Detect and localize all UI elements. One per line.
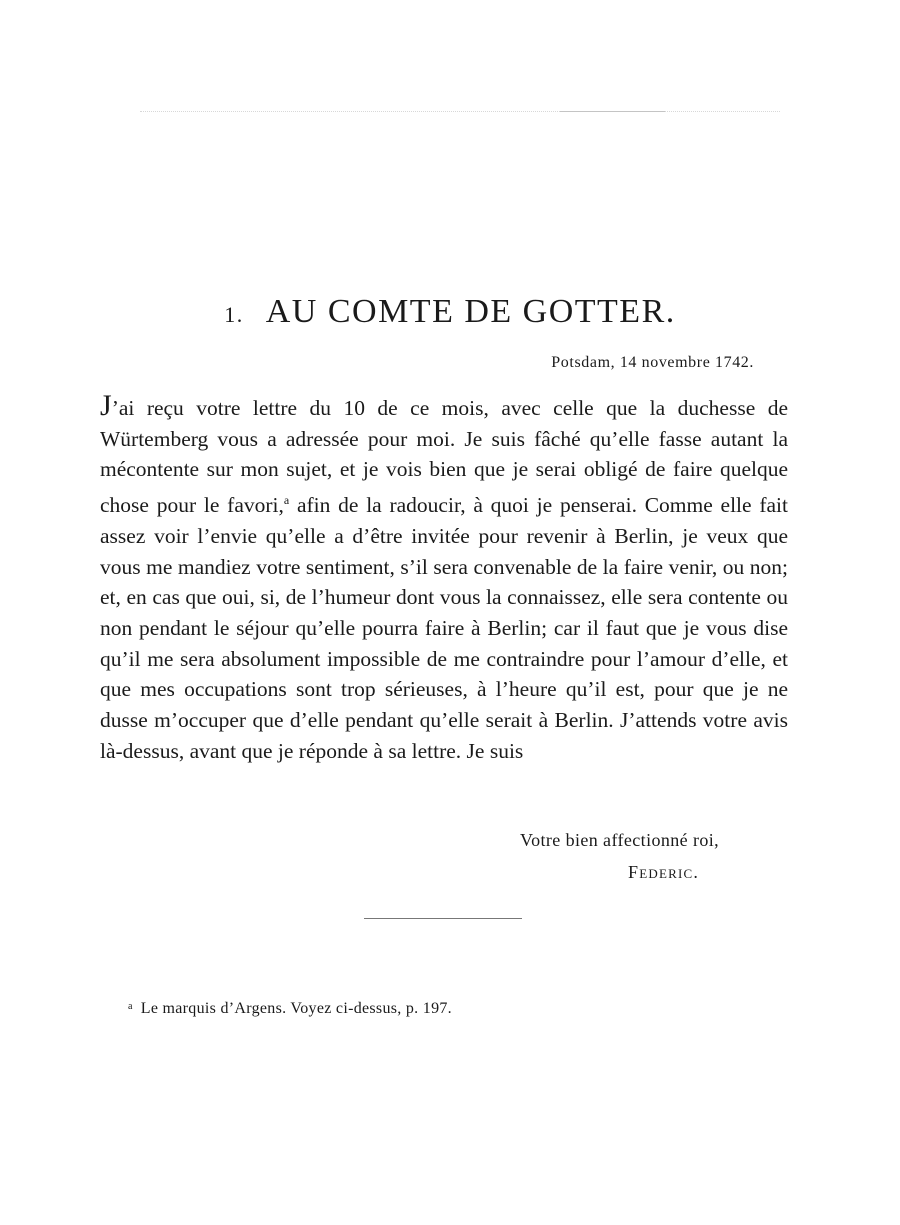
letter-body (100, 389, 788, 766)
closing-line: Votre bien affectionné roi, (520, 830, 720, 850)
letter-title: AU COMTE DE GOTTER. (265, 293, 676, 330)
top-dotted-rule (140, 111, 780, 112)
footnote-text: Le marquis d’Argens. Voyez ci-dessus, p. 197. (140, 1000, 452, 1017)
letter-text-part-1: ’ai reçu votre lettre du 10 de ce mois, avec celle que la duchesse de Würtemberg vous a adressée pour moi. Je suis fâché qu’elle fasse autant la mécontente sur mon sujet, et je vois bien que je serai obligé de faire quelque chose pour le favori, (100, 396, 788, 518)
dateline: Potsdam, 14 novembre 1742. (551, 354, 754, 371)
footnote-reference: a (283, 493, 290, 508)
top-rule-segment (560, 111, 665, 112)
letter-heading (0, 292, 900, 335)
letter-text-part-2: afin de la radoucir, à quoi je penserai. Comme elle fait assez voir l’envie qu’elle a d’être invitée pour revenir à Berlin, je veux que vous me mandiez votre sentiment, s’il sera convenable de la faire venir, ou non; et, en cas que oui, si, de l’humeur dont vous la connaissez, elle sera contente ou non pendant le séjour qu’elle pourra faire à Berlin; car il faut que je vous dise qu’il me sera absolument impossible de me contraindre pour l’amour d’elle, et que mes occupations sont trop sérieuses, à l’heure qu’il est, pour que je ne dusse m’occuper que d’elle pendant qu’elle serait à Berlin. J’attends votre avis là-dessus, avant que je réponde à sa lettre. Je suis (100, 493, 788, 763)
footnote-mark: a (128, 1001, 133, 1012)
letter-number: 1. (224, 302, 244, 327)
footnote (128, 996, 452, 1020)
footnote-divider (364, 918, 522, 919)
signature: Federic. (628, 862, 700, 882)
drop-cap: J (100, 389, 112, 422)
